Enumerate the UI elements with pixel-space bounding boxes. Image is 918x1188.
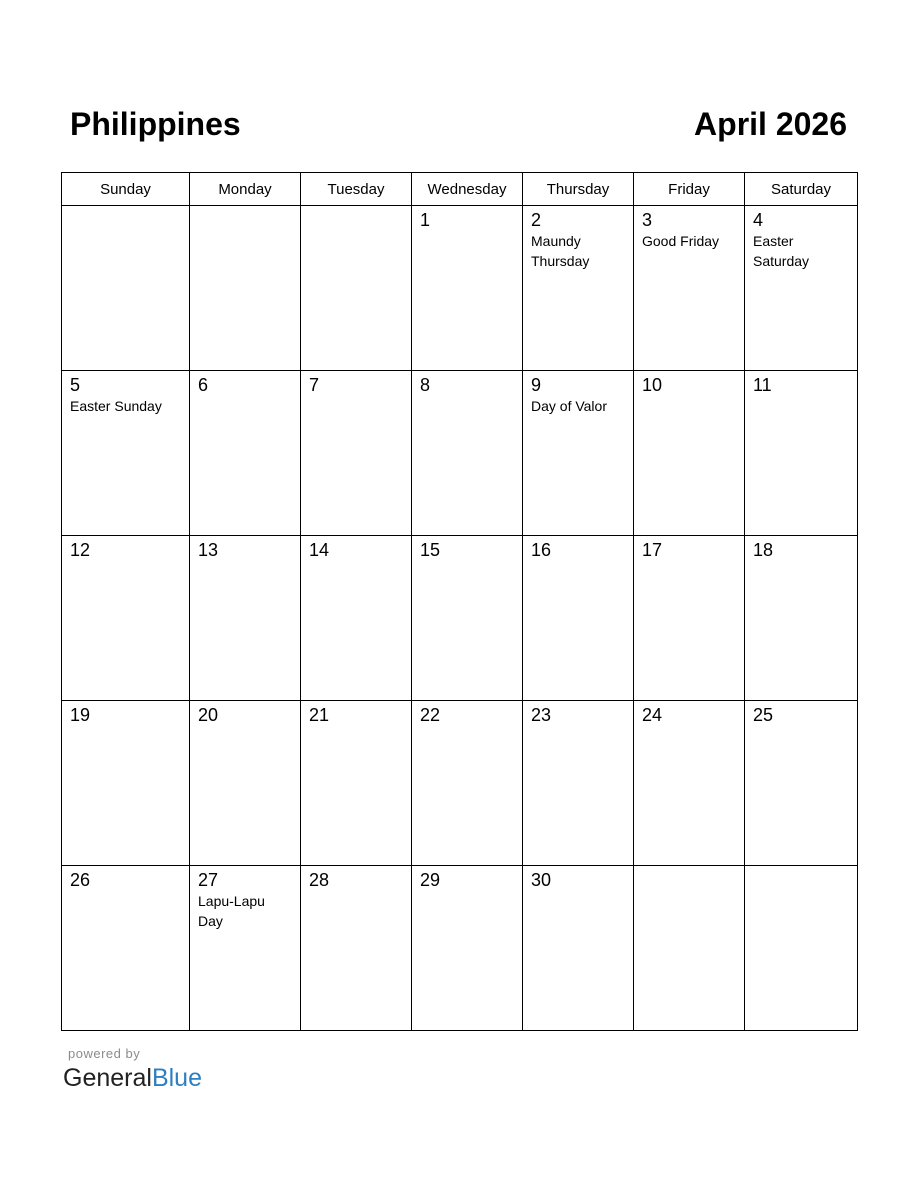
brand-logo <box>63 1062 202 1094</box>
day-cell <box>523 206 634 371</box>
day-number: 5 <box>70 375 81 395</box>
week-row <box>62 866 858 1031</box>
day-number: 25 <box>753 705 774 725</box>
day-number: 3 <box>642 210 653 230</box>
country-title: Philippines <box>70 106 241 142</box>
day-number: 2 <box>531 210 542 230</box>
day-cell <box>62 206 190 371</box>
day-cell <box>745 866 858 1031</box>
day-cell <box>412 206 523 371</box>
day-number: 6 <box>198 375 209 395</box>
day-cell <box>190 866 301 1031</box>
day-number: 13 <box>198 540 219 560</box>
weekday-header: Saturday <box>745 173 858 206</box>
day-cell <box>190 371 301 536</box>
day-cell <box>301 371 412 536</box>
day-cell <box>745 701 858 866</box>
holiday-label: Easter Saturday <box>753 233 810 269</box>
day-cell <box>523 866 634 1031</box>
powered-by-label: powered by <box>68 1046 141 1061</box>
day-number: 4 <box>753 210 764 230</box>
day-number: 18 <box>753 540 774 560</box>
day-cell <box>62 536 190 701</box>
day-number: 9 <box>531 375 542 395</box>
day-number: 14 <box>309 540 330 560</box>
day-cell <box>301 206 412 371</box>
holiday-label: Good Friday <box>642 233 720 249</box>
weekday-header: Sunday <box>62 173 190 206</box>
day-cell <box>62 866 190 1031</box>
brand-logo-blue: Blue <box>151 1064 202 1092</box>
calendar-grid <box>61 172 858 1031</box>
day-cell <box>62 371 190 536</box>
day-number: 20 <box>198 705 219 725</box>
day-number: 29 <box>420 870 441 890</box>
day-cell <box>412 701 523 866</box>
day-number: 28 <box>309 870 330 890</box>
day-cell <box>634 536 745 701</box>
day-cell <box>301 536 412 701</box>
weekday-header: Tuesday <box>301 173 412 206</box>
day-cell <box>523 536 634 701</box>
day-cell <box>745 536 858 701</box>
day-number: 19 <box>70 705 91 725</box>
month-title: April 2026 <box>694 106 847 142</box>
week-row <box>62 371 858 536</box>
day-number: 11 <box>753 375 772 395</box>
day-number: 1 <box>420 210 431 230</box>
day-cell <box>412 371 523 536</box>
day-number: 17 <box>642 540 663 560</box>
day-cell <box>523 371 634 536</box>
day-number: 12 <box>70 540 91 560</box>
day-number: 26 <box>70 870 91 890</box>
weekday-header-row <box>62 173 858 206</box>
day-cell <box>301 866 412 1031</box>
day-cell <box>190 206 301 371</box>
weekday-header: Wednesday <box>412 173 523 206</box>
day-number: 15 <box>420 540 441 560</box>
day-cell <box>190 701 301 866</box>
day-cell <box>634 371 745 536</box>
day-number: 27 <box>198 870 219 890</box>
day-number: 7 <box>309 375 320 395</box>
day-number: 24 <box>642 705 663 725</box>
day-number: 21 <box>309 705 330 725</box>
day-number: 23 <box>531 705 552 725</box>
day-cell <box>62 701 190 866</box>
day-cell <box>745 206 858 371</box>
day-cell <box>301 701 412 866</box>
day-number: 22 <box>420 705 441 725</box>
day-cell <box>634 701 745 866</box>
day-cell <box>190 536 301 701</box>
week-row <box>62 206 858 371</box>
holiday-label: Maundy Thursday <box>531 233 590 269</box>
weekday-header: Monday <box>190 173 301 206</box>
day-cell <box>634 866 745 1031</box>
day-number: 10 <box>642 375 663 395</box>
weekday-header: Thursday <box>523 173 634 206</box>
holiday-label: Lapu-Lapu Day <box>198 893 265 929</box>
week-row <box>62 536 858 701</box>
week-row <box>62 701 858 866</box>
holiday-label: Easter Sunday <box>70 398 162 414</box>
day-number: 8 <box>420 375 431 395</box>
day-cell <box>634 206 745 371</box>
day-number: 16 <box>531 540 552 560</box>
day-cell <box>412 536 523 701</box>
day-cell <box>412 866 523 1031</box>
holiday-label: Day of Valor <box>531 398 607 414</box>
day-cell <box>745 371 858 536</box>
day-cell <box>523 701 634 866</box>
day-number: 30 <box>531 870 552 890</box>
weekday-header: Friday <box>634 173 745 206</box>
brand-logo-general: General <box>63 1064 152 1092</box>
